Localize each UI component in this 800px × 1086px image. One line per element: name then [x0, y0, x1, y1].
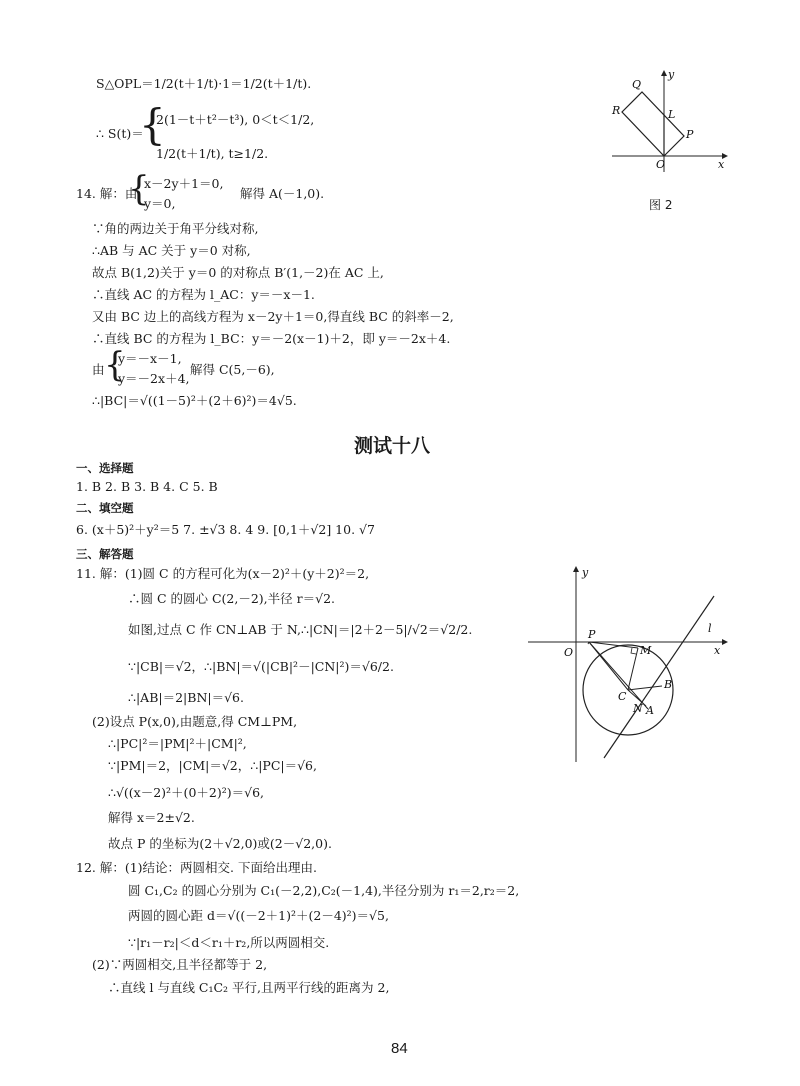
section-solve-heading: 三、解答题	[76, 547, 134, 561]
q11-line-4: ∵|CB|＝√2，∴|BN|＝√(|CB|²－|CN|²)＝√6/2.	[128, 659, 394, 674]
q14-system1-brace: {	[128, 169, 150, 209]
page-number: 84	[391, 1040, 408, 1057]
q14-line-7: ∴|BC|＝√((1－5)²＋(2＋6)²)＝4√5.	[92, 393, 297, 408]
q14-system2-eq2: y＝－2x＋4,	[118, 371, 190, 386]
q14-system1-eq2: y＝0,	[144, 196, 176, 211]
circle-fig-label-n: N	[633, 702, 643, 715]
q14-line-1: ∵角的两边关于角平分线对称,	[92, 221, 259, 236]
fig2-label-r: R	[612, 104, 621, 117]
piecewise-case-1: 2(1－t＋t²－t³), 0＜t＜1/2,	[156, 112, 315, 127]
q12-line-1: 12. 解：(1)结论：两圆相交. 下面给出理由.	[76, 860, 317, 875]
q14-line-5: 又由 BC 边上的高线方程为 x－2y＋1＝0,得直线 BC 的斜率－2,	[92, 309, 454, 324]
q12-line-3: 两圆的圆心距 d＝√((－2＋1)²＋(2－4)²)＝√5,	[128, 908, 389, 923]
section-choice-heading: 一、选择题	[76, 461, 134, 475]
fill-answers: 6. (x＋5)²＋y²＝5 7. ±√3 8. 4 9. [0,1＋√2] 10. √7	[76, 522, 375, 537]
q11-line-11: 故点 P 的坐标为(2＋√2,0)或(2－√2,0).	[108, 836, 332, 851]
circle-fig-label-p: P	[588, 628, 596, 641]
q11-line-10: 解得 x＝2±√2.	[108, 810, 195, 825]
circle-fig-label-b: B	[664, 678, 673, 691]
q14-system2-brace: {	[104, 345, 126, 385]
q14-system2-result: 解得 C(5,－6),	[190, 362, 275, 377]
area-formula: S△OPL＝1/2(t＋1/t)·1＝1/2(t＋1/t).	[96, 76, 312, 91]
q14-line-4: ∴直线 AC 的方程为 l_AC：y＝－x－1.	[92, 287, 315, 302]
q14-line-3: 故点 B(1,2)关于 y＝0 的对称点 B′(1,－2)在 AC 上,	[92, 265, 384, 280]
q14-system1-eq1: x－2y＋1＝0,	[144, 176, 224, 191]
circle-fig-label-o: O	[564, 646, 574, 659]
q11-line-8: ∵|PM|＝2，|CM|＝√2，∴|PC|＝√6,	[108, 758, 317, 773]
circle-fig-label-y: y	[582, 566, 589, 579]
fig2-label-x: x	[718, 158, 725, 171]
q14-line-6: ∴直线 BC 的方程为 l_BC：y＝－2(x－1)＋2，即 y＝－2x＋4.	[92, 331, 451, 346]
q12-line-5: (2)∵两圆相交,且半径都等于 2,	[92, 957, 268, 972]
piecewise-brace: {	[139, 100, 166, 149]
q11-line-1: 11. 解：(1)圆 C 的方程可化为(x－2)²＋(y＋2)²＝2,	[76, 566, 370, 581]
q12-line-4: ∵|r₁－r₂|＜d＜r₁＋r₂,所以两圆相交.	[128, 935, 330, 950]
choice-answers: 1. B 2. B 3. B 4. C 5. B	[76, 479, 218, 494]
q12-line-6: ∴直线 l 与直线 C₁C₂ 平行,且两平行线的距离为 2,	[108, 980, 390, 995]
q11-line-6: (2)设点 P(x,0),由题意,得 CM⊥PM,	[92, 714, 298, 729]
q11-line-3: 如图,过点 C 作 CN⊥AB 于 N,∴|CN|＝|2＋2－5|/√2＝√2/2.	[128, 622, 473, 637]
q11-line-9: ∴√((x－2)²＋(0＋2)²)＝√6,	[108, 785, 264, 800]
figure-2-caption: 图 2	[649, 198, 673, 212]
figure-2-diagram	[606, 68, 730, 174]
fig2-label-o: O	[656, 158, 666, 171]
circle-fig-label-l: l	[708, 622, 712, 635]
q11-line-2: ∴圆 C 的圆心 C(2,－2),半径 r＝√2.	[128, 591, 335, 606]
q14-intro: 14. 解：由	[76, 186, 138, 201]
q11-line-7: ∴|PC|²＝|PM|²＋|CM|²,	[108, 736, 247, 751]
q14-system2-prefix: 由	[92, 362, 105, 377]
section-fill-heading: 二、填空题	[76, 501, 134, 515]
q14-line-2: ∴AB 与 AC 关于 y＝0 对称,	[92, 243, 251, 258]
q14-system1-result: 解得 A(－1,0).	[240, 186, 325, 201]
circle-fig-label-x: x	[714, 644, 721, 657]
circle-fig-label-m: M	[640, 644, 652, 657]
q12-line-2: 圆 C₁,C₂ 的圆心分别为 C₁(－2,2),C₂(－1,4),半径分别为 r₁＝2,r₂＝2,	[128, 883, 520, 898]
q14-system2-eq1: y＝－x－1,	[118, 351, 182, 366]
piecewise-case-2: 1/2(t＋1/t), t≥1/2.	[156, 146, 269, 161]
fig2-label-p: P	[686, 128, 694, 141]
fig2-label-y: y	[668, 68, 675, 81]
section-title: 测试十八	[354, 435, 431, 457]
circle-fig-label-c: C	[618, 690, 627, 703]
fig2-label-q: Q	[632, 78, 642, 91]
piecewise-prefix: ∴ S(t)＝	[96, 126, 144, 141]
circle-fig-label-a: A	[646, 704, 654, 717]
fig2-label-l: L	[668, 108, 676, 121]
circle-tangent-diagram	[526, 562, 736, 764]
q11-line-5: ∴|AB|＝2|BN|＝√6.	[128, 690, 244, 705]
